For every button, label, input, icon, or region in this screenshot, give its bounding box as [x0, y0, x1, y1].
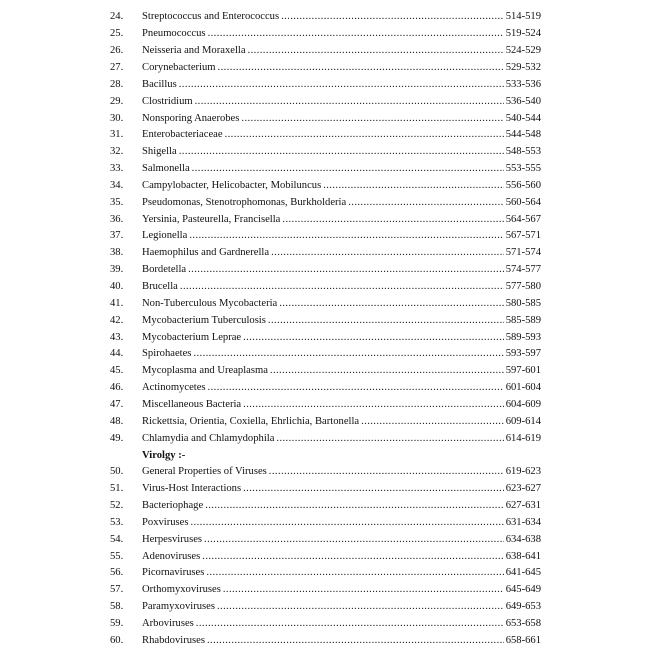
- toc-entry: [110, 598, 541, 615]
- entry-title: Bordetella: [142, 264, 187, 276]
- entry-pages: 627-631: [505, 500, 541, 512]
- entry-number: 53.: [110, 516, 124, 528]
- toc-entry: [110, 177, 541, 194]
- entry-pages: 536-540: [505, 95, 541, 107]
- dot-leader: [208, 382, 504, 393]
- entry-number: 35.: [110, 196, 124, 208]
- dot-leader: [207, 635, 504, 646]
- entry-pages: 593-597: [505, 348, 541, 360]
- toc-entry: [110, 346, 541, 363]
- dot-leader: [361, 416, 504, 427]
- dot-leader: [243, 399, 504, 410]
- dot-leader: [243, 332, 504, 343]
- entry-pages: 649-653: [505, 601, 541, 613]
- entry-title: Nonsporing Anaerobes: [142, 112, 240, 124]
- dot-leader: [269, 466, 504, 477]
- entry-pages: 556-560: [505, 179, 541, 191]
- toc-entry: [110, 581, 541, 598]
- entry-number: 28.: [110, 78, 124, 90]
- toc-entry: [110, 497, 541, 514]
- entry-pages: 638-641: [505, 550, 541, 562]
- toc-entry: [110, 396, 541, 413]
- entry-pages: 619-623: [505, 466, 541, 478]
- entry-title: Mycobacterium Leprae: [142, 331, 242, 343]
- entry-number: 57.: [110, 584, 124, 596]
- entry-title: Shigella: [142, 146, 177, 158]
- dot-leader: [271, 247, 504, 258]
- entry-number: 44.: [110, 348, 124, 360]
- toc-entry: [110, 531, 541, 548]
- entry-title: Orthomyxoviruses: [142, 584, 221, 596]
- entry-number: 54.: [110, 533, 124, 545]
- entry-title: Legionella: [142, 230, 188, 242]
- entry-pages: 631-634: [505, 516, 541, 528]
- entry-title: Non-Tuberculous Mycobacteria: [142, 297, 278, 309]
- entry-title: Chlamydia and Chlamydophila: [142, 432, 275, 444]
- dot-leader: [193, 348, 503, 359]
- toc-entry: [110, 615, 541, 632]
- entry-title: Adenoviruses: [142, 550, 201, 562]
- entry-title: Mycobacterium Tuberculosis: [142, 314, 266, 326]
- entry-number: 49.: [110, 432, 124, 444]
- entry-title: Bacillus: [142, 78, 177, 90]
- toc-entry: [110, 379, 541, 396]
- entry-title: Arboviruses: [142, 618, 194, 630]
- entry-pages: 614-619: [505, 432, 541, 444]
- entry-pages: 609-614: [505, 415, 541, 427]
- dot-leader: [281, 11, 504, 22]
- toc-entry: [110, 480, 541, 497]
- entry-title: Haemophilus and Gardnerella: [142, 247, 270, 259]
- entry-title: Miscellaneous Bacteria: [142, 398, 242, 410]
- entry-number: 45.: [110, 365, 124, 377]
- dot-leader: [270, 365, 504, 376]
- entry-number: 42.: [110, 314, 124, 326]
- dot-leader: [225, 129, 504, 140]
- dot-leader: [206, 567, 503, 578]
- entry-pages: 524-529: [505, 45, 541, 57]
- toc-entry: [110, 565, 541, 582]
- entry-title: Brucella: [142, 281, 178, 293]
- entry-title: Actinomycetes: [142, 382, 206, 394]
- entry-pages: 544-548: [505, 129, 541, 141]
- dot-leader: [208, 28, 504, 39]
- entry-pages: 623-627: [505, 483, 541, 495]
- toc-entry: [110, 362, 541, 379]
- entry-number: 39.: [110, 264, 124, 276]
- section-title: Virolgy :-: [142, 449, 186, 461]
- entry-pages: 589-593: [505, 331, 541, 343]
- toc-entry: [110, 312, 541, 329]
- entry-number: 43.: [110, 331, 124, 343]
- entry-number: 32.: [110, 146, 124, 158]
- toc-entry: [110, 76, 541, 93]
- toc-entry: [110, 93, 541, 110]
- entry-pages: 577-580: [505, 281, 541, 293]
- entry-number: 55.: [110, 550, 124, 562]
- dot-leader: [204, 534, 504, 545]
- dot-leader: [195, 96, 504, 107]
- entry-number: 37.: [110, 230, 124, 242]
- entry-number: 27.: [110, 61, 124, 73]
- entry-title: Mycoplasma and Ureaplasma: [142, 365, 268, 377]
- toc-entry: [110, 278, 541, 295]
- dot-leader: [205, 500, 504, 511]
- dot-leader: [218, 62, 504, 73]
- entry-number: 24.: [110, 11, 124, 23]
- entry-pages: 548-553: [505, 146, 541, 158]
- toc-entry: [110, 126, 541, 143]
- entry-number: 26.: [110, 45, 124, 57]
- toc-entry: [110, 42, 541, 59]
- entry-pages: 645-649: [505, 584, 541, 596]
- toc-entry: [110, 548, 541, 565]
- dot-leader: [202, 551, 503, 562]
- entry-number: 29.: [110, 95, 124, 107]
- toc-entry: [110, 244, 541, 261]
- entry-title: Salmonella: [142, 163, 190, 175]
- entry-number: 40.: [110, 281, 124, 293]
- entry-title: Herpesviruses: [142, 533, 203, 545]
- entry-title: Pseudomonas, Stenotrophomonas, Burkholderia: [142, 196, 347, 208]
- entry-pages: 658-661: [505, 634, 541, 646]
- dot-leader: [241, 113, 503, 124]
- entry-number: 30.: [110, 112, 124, 124]
- entry-title: Enterobacteriaceae: [142, 129, 223, 141]
- entry-pages: 597-601: [505, 365, 541, 377]
- dot-leader: [189, 230, 503, 241]
- entry-title: Yersinia, Pasteurella, Francisella: [142, 213, 281, 225]
- toc-entry: [110, 143, 541, 160]
- entry-title: Streptococcus and Enterococcus: [142, 11, 280, 23]
- entry-number: 52.: [110, 500, 124, 512]
- entry-pages: 604-609: [505, 398, 541, 410]
- dot-leader: [323, 180, 503, 191]
- toc-section-heading: [110, 447, 541, 464]
- toc-entry: [110, 329, 541, 346]
- entry-title: Bacteriophage: [142, 500, 204, 512]
- entry-pages: 574-577: [505, 264, 541, 276]
- dot-leader: [282, 214, 503, 225]
- entry-pages: 567-571: [505, 230, 541, 242]
- entry-number: 56.: [110, 567, 124, 579]
- entry-pages: 580-585: [505, 297, 541, 309]
- entry-title: Pneumococcus: [142, 28, 206, 40]
- entry-number: 47.: [110, 398, 124, 410]
- entry-number: 33.: [110, 163, 124, 175]
- entry-number: 38.: [110, 247, 124, 259]
- entry-pages: 514-519: [505, 11, 541, 23]
- entry-number: 59.: [110, 618, 124, 630]
- dot-leader: [223, 584, 504, 595]
- toc-entry: [110, 632, 541, 649]
- entry-pages: 529-532: [505, 61, 541, 73]
- entry-pages: 533-536: [505, 78, 541, 90]
- entry-title: Neisseria and Moraxella: [142, 45, 246, 57]
- entry-pages: 564-567: [505, 213, 541, 225]
- toc-entry: [110, 295, 541, 312]
- entry-title: Poxviruses: [142, 516, 189, 528]
- entry-number: 48.: [110, 415, 124, 427]
- entry-number: 58.: [110, 601, 124, 613]
- entry-title: Paramyxoviruses: [142, 601, 215, 613]
- toc-entry: [110, 413, 541, 430]
- toc-entry: [110, 59, 541, 76]
- entry-number: 60.: [110, 634, 124, 646]
- entry-title: Picornaviruses: [142, 567, 205, 579]
- entry-pages: 634-638: [505, 533, 541, 545]
- entry-title: Campylobacter, Helicobacter, Mobiluncus: [142, 179, 322, 191]
- entry-pages: 601-604: [505, 382, 541, 394]
- entry-number: 41.: [110, 297, 124, 309]
- entry-pages: 540-544: [505, 112, 541, 124]
- entry-title: Rhabdoviruses: [142, 634, 205, 646]
- entry-pages: 553-555: [505, 163, 541, 175]
- entry-number: 51.: [110, 483, 124, 495]
- dot-leader: [179, 146, 504, 157]
- dot-leader: [180, 281, 504, 292]
- toc-entry: [110, 430, 541, 447]
- toc-entry: [110, 160, 541, 177]
- dot-leader: [279, 298, 503, 309]
- entry-title: Rickettsia, Orientia, Coxiella, Ehrlichia, Bartonella: [142, 415, 360, 427]
- entry-number: 31.: [110, 129, 124, 141]
- toc-entry: [110, 514, 541, 531]
- toc-entry: [110, 9, 541, 26]
- entry-pages: 641-645: [505, 567, 541, 579]
- entry-title: Clostridium: [142, 95, 193, 107]
- entry-number: 50.: [110, 466, 124, 478]
- entry-number: 46.: [110, 382, 124, 394]
- dot-leader: [196, 618, 504, 629]
- dot-leader: [248, 45, 504, 56]
- dot-leader: [348, 197, 503, 208]
- entry-title: General Properties of Viruses: [142, 466, 267, 478]
- toc-entry: [110, 261, 541, 278]
- entry-title: Spirohaetes: [142, 348, 192, 360]
- entry-number: 34.: [110, 179, 124, 191]
- toc-entry: [110, 194, 541, 211]
- entry-number: 36.: [110, 213, 124, 225]
- dot-leader: [243, 483, 504, 494]
- dot-leader: [179, 79, 504, 90]
- toc-entry: [110, 25, 541, 42]
- toc-entry: [110, 211, 541, 228]
- entry-pages: 560-564: [505, 196, 541, 208]
- dot-leader: [268, 315, 504, 326]
- entry-number: 25.: [110, 28, 124, 40]
- entry-title: Corynebacterium: [142, 61, 216, 73]
- entry-pages: 519-524: [505, 28, 541, 40]
- dot-leader: [276, 433, 503, 444]
- toc-entry: [110, 110, 541, 127]
- entry-title: Virus-Host Interactions: [142, 483, 242, 495]
- dot-leader: [188, 264, 504, 275]
- entry-pages: 571-574: [505, 247, 541, 259]
- toc-entry: [110, 228, 541, 245]
- entry-pages: 653-658: [505, 618, 541, 630]
- dot-leader: [192, 163, 504, 174]
- dot-leader: [217, 601, 504, 612]
- entry-pages: 585-589: [505, 314, 541, 326]
- dot-leader: [191, 517, 504, 528]
- toc-entry: [110, 463, 541, 480]
